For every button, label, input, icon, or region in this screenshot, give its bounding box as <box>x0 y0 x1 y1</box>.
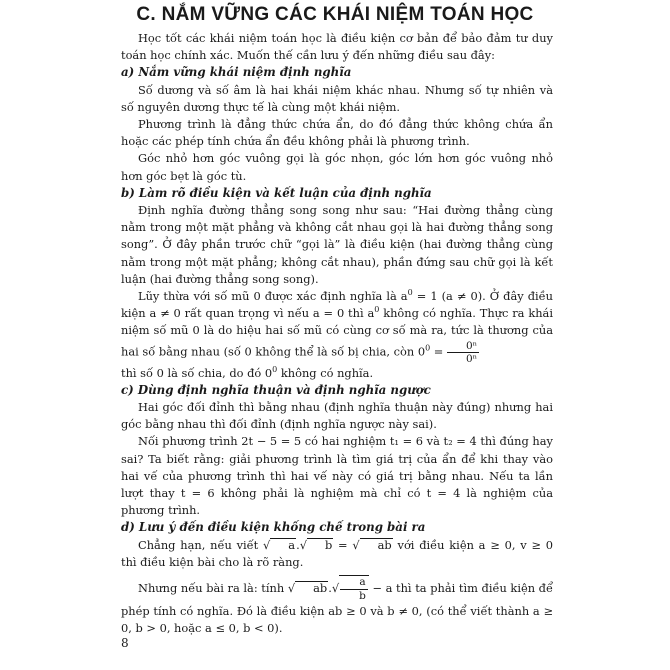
section-b-heading: b) Làm rõ điều kiện và kết luận của định nghĩa <box>121 185 432 200</box>
page-title: C. NẮM VỮNG CÁC KHÁI NIỆM TOÁN HỌC <box>136 4 534 25</box>
section-a-p3: Góc nhỏ hơn góc vuông gọi là góc nhọn, góc lớn hơn góc vuông nhỏ hơn góc bẹt là góc tù. <box>121 151 553 183</box>
section-b-p1: Định nghĩa đường thẳng song song như sau: “Hai đường thẳng cùng nằm trong một mặt phẳng và không cắt nhau gọi là hai đường thẳng song song”. Ở đây phần trước chữ “gọi là” là điều kiện (hai đường thẳng cùng nằm trong một mặt phẳng; không cắt nhau), phần đứng sau chữ gọi là kết luận (hai đường thẳng song song). <box>121 203 553 286</box>
section-d-p2: Nhưng nếu bài ra là: tính √ ab.√ $\frac{a}{b}$ − a thì ta phải tìm điều kiện để phép tính có nghĩa. Đó là điều kiện ab ≥ 0 và b ≠ 0, (có thể viết thành a ≥ 0, b > 0, hoặc a ≤ 0, b < 0). <box>121 576 553 636</box>
section-d-heading: d) Lưu ý đến điều kiện khống chế trong bài ra <box>121 520 426 535</box>
page-number: 8 <box>121 636 129 650</box>
section-b-p2: Lũy thừa với số mũ 0 được xác định nghĩa là $a^0 = 1$ (a ≠ 0). Ở đây điều kiện a ≠ 0 rất quan trọng vì nếu a = 0 thì $a^0$ không có nghĩa. Thực ra khái niệm số mũ 0 là do hiệu hai số mũ có cùng cơ số mà ra, tức là thương của hai số bằng nhau (số 0 không thể là số bị chia, còn $0^0$ = $\frac{\text{0ⁿ}}{\text{0ⁿ}}$ <box>121 288 554 365</box>
section-c-p1: Hai góc đối đỉnh thì bằng nhau (định nghĩa thuận này đúng) nhưng hai góc bằng nhau thì đối đỉnh (định nghĩa ngược này sai). <box>121 400 553 432</box>
section-a-p1: Số dương và số âm là hai khái niệm khác nhau. Nhưng số tự nhiên và số nguyên dương thực tế là cùng một khái niệm. <box>121 82 553 114</box>
section-c-heading: c) Dùng định nghĩa thuận và định nghĩa ngược <box>121 382 431 397</box>
body-text <box>121 30 553 638</box>
section-a-heading: a) Nắm vững khái niệm định nghĩa <box>121 65 352 80</box>
section-c-p2: Nối phương trình 2t − 5 = 5 có hai nghiệm t₁ = 6 và t₂ = 4 thì đúng hay sai? Ta biết rằng: giải phương trình là tìm giá trị của ẩn để khi thay vào hai vế của phương trình thì hai vế này có giá trị bằng nhau. Nếu ta lần lượt thay t = 6 không phải là nghiệm mà chỉ có t = 4 là nghiệm của phương trình. <box>121 434 553 518</box>
zero-power-fraction: $\frac{\text{0ⁿ}}{\text{0ⁿ}}$ <box>447 340 479 365</box>
section-a-p2: Phương trình là đẳng thức chứa ẩn, do đó đẳng thức không chứa ẩn hoặc các phép tính chứa ẩn đều không phải là phương trình. <box>121 117 553 149</box>
sqrt-fraction: $\frac{a}{b}$ <box>339 575 369 603</box>
section-b-p2-cont: thì số 0 là số chia, do đó $0^0$ không có nghĩa. <box>121 364 374 380</box>
intro-paragraph: Học tốt các khái niệm toán học là điều kiện cơ bản để bảo đảm tư duy toán học chính xác. Muốn thế cần lưu ý đến những điều sau đây: <box>121 31 553 63</box>
section-d-p1: Chẳng hạn, nếu viết √ a.√ b = √ ab với điều kiện a ≥ 0, v ≥ 0 thì điều kiện bài cho là rõ ràng. <box>121 537 553 569</box>
